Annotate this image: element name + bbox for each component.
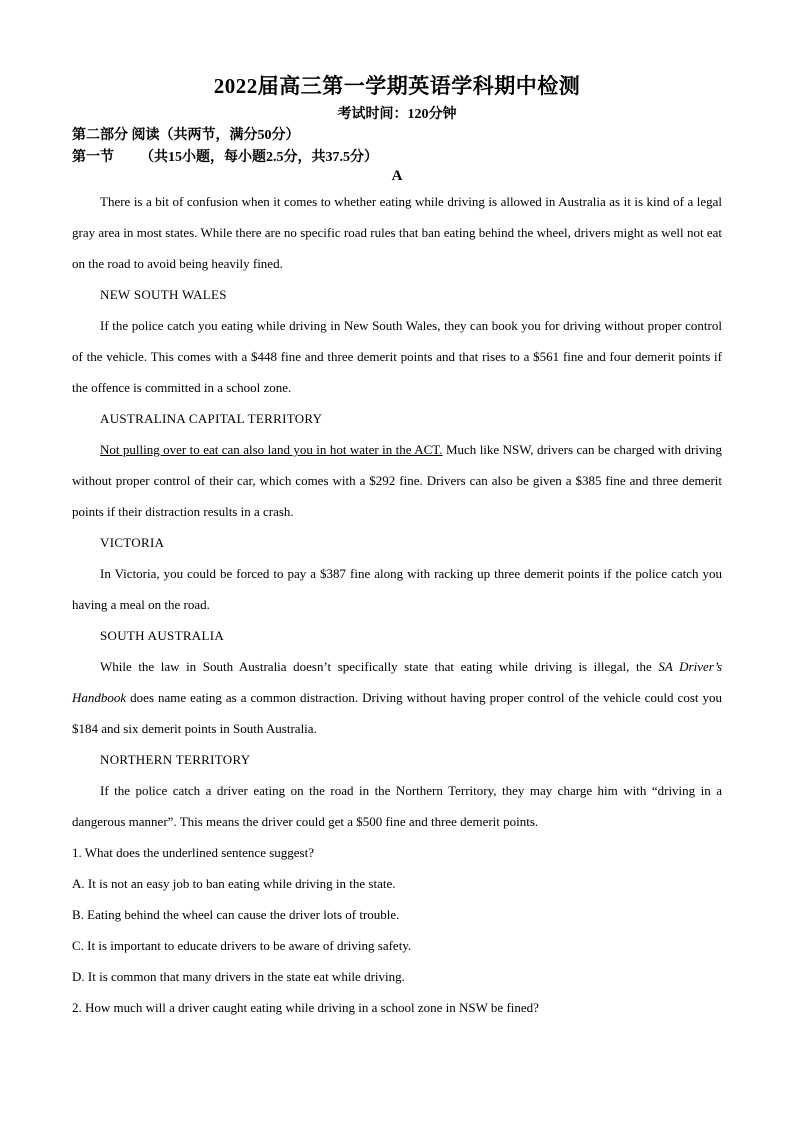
passage-letter: A bbox=[391, 168, 403, 184]
act-paragraph bbox=[72, 434, 722, 527]
exam-time: 考试时间：120分钟 bbox=[337, 107, 457, 122]
section-name: 第一节 bbox=[72, 150, 114, 165]
exam-title: 2022届高三第一学期英语学科期中检测 bbox=[213, 74, 581, 98]
vic-paragraph: In Victoria, you could be forced to pay a $387 fine along with racking up three demerit points if the police catch you having a meal on the road. bbox=[72, 566, 722, 612]
underlined-sentence: Not pulling over to eat can also land you in hot water in the ACT. bbox=[100, 442, 443, 457]
sa-handbook-title: SA Driver’s Handbook bbox=[72, 659, 723, 705]
nt-paragraph: If the police catch a driver eating on the road in the Northern Territory, they may charge him with “driving in a dangerous manner”. This means the driver could get a $500 fine and three demerit points. bbox=[72, 783, 722, 829]
sa-heading: SOUTH AUSTRALIA bbox=[100, 628, 225, 643]
question-1: 1. What does the underlined sentence suggest? bbox=[72, 845, 314, 860]
sa-paragraph-text-1: While the law in South Australia doesn’t specifically state that eating while driving is illegal, the bbox=[100, 659, 659, 674]
passage-body bbox=[72, 186, 722, 1023]
question-1-option-d: D. It is common that many drivers in the state eat while driving. bbox=[72, 969, 405, 984]
question-1-option-c: C. It is important to educate drivers to be aware of driving safety. bbox=[72, 938, 412, 953]
act-paragraph-text: Much like NSW, drivers can be charged with driving without proper control of their car, which comes with a $292 fine. Drivers can also be given a $385 fine and three demerit points if their distraction results in a crash. bbox=[72, 442, 723, 519]
nt-heading: NORTHERN TERRITORY bbox=[100, 752, 251, 767]
question-1-option-a: A. It is not an easy job to ban eating while driving in the state. bbox=[72, 876, 396, 891]
sa-paragraph bbox=[72, 651, 722, 744]
nsw-paragraph: If the police catch you eating while driving in New South Wales, they can book you for driving without proper control of the vehicle. This comes with a $448 fine and three demerit points and that rises to a $561 fine and four demerit points if the offence is committed in a school zone. bbox=[72, 318, 722, 395]
nsw-heading: NEW SOUTH WALES bbox=[100, 287, 227, 302]
act-heading: AUSTRALINA CAPITAL TERRITORY bbox=[100, 411, 323, 426]
question-2: 2. How much will a driver caught eating while driving in a school zone in NSW be fined? bbox=[72, 1000, 539, 1015]
intro-paragraph: There is a bit of confusion when it comes to whether eating while driving is allowed in Australia as it is kind of a legal gray area in most states. While there are no specific road rules that ban eating behind the wheel, drivers might as well not eat on the road to avoid being heavily fined. bbox=[72, 194, 722, 271]
part-heading: 第二部分 阅读（共两节，满分50分） bbox=[72, 128, 300, 143]
section-detail: （共15小题，每小题2.5分，共37.5分） bbox=[140, 150, 378, 165]
sa-paragraph-text-2: does name eating as a common distraction. Driving without having proper control of the vehicle could cost you $184 and six demerit points in South Australia. bbox=[72, 690, 722, 736]
vic-heading: VICTORIA bbox=[100, 535, 165, 550]
question-1-option-b: B. Eating behind the wheel can cause the driver lots of trouble. bbox=[72, 907, 400, 922]
section-heading bbox=[72, 146, 378, 166]
